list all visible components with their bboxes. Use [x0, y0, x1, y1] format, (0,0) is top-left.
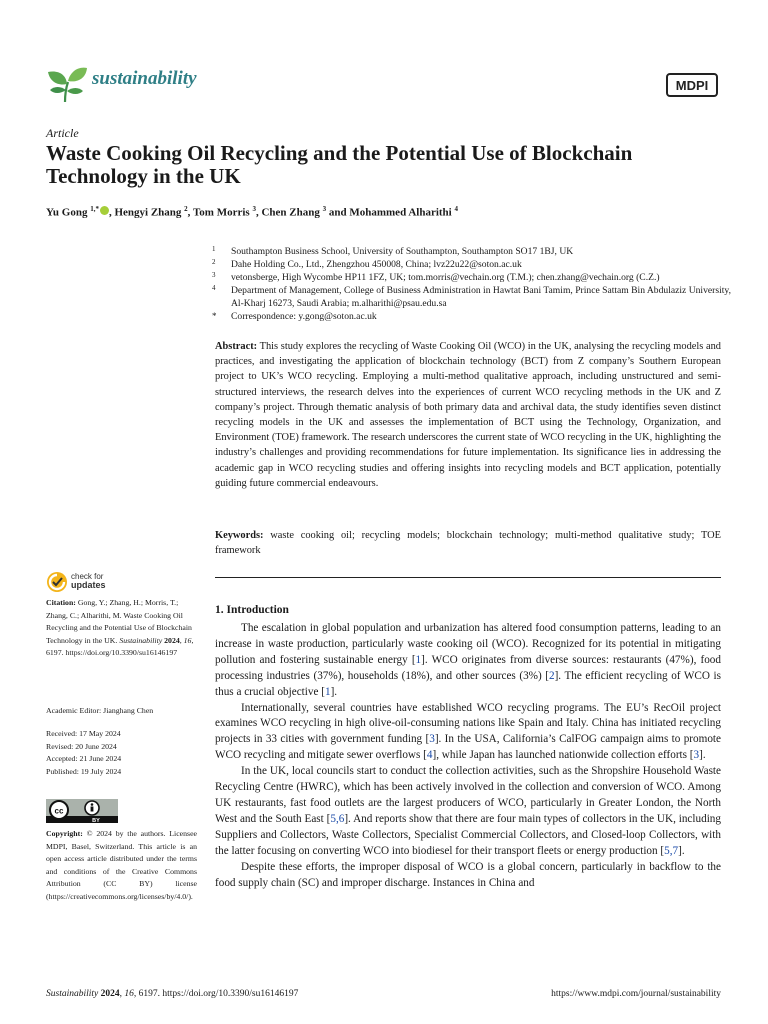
affiliation-item — [212, 245, 732, 258]
journal-logo — [46, 64, 88, 104]
keywords-text: waste cooking oil; recycling models; blockchain technology; multi-method qualitative study; TOE framework — [215, 530, 721, 557]
footer-citation: Sustainability 2024, 16, 6197. https://doi.org/10.3390/su16146197 — [46, 989, 299, 999]
body-text-segment: The escalation in global population and urbanization has altered food consumption patterns, leading to an increase in waste production, particularly waste cooking oil (WCO). Recognized for its potential in mitigating pollution and fostering sustainable energy [ — [215, 622, 721, 666]
author-list: Yu Gong $^{1,*}$ , Hengyi Zhang $^2$, Tom Morris $^3$, Chen Zhang $^3$ and Mohammed Alharithi $^4$ — [46, 205, 458, 219]
affiliation-number: 2 — [212, 258, 216, 266]
academic-editor: Academic Editor: Jianghang Chen — [46, 706, 154, 715]
body-text-segment: Despite these efforts, the improper disposal of WCO is a global concern, particularly in backflow to the food supply chain (SC) and improper discharge. Instances in China and — [215, 860, 721, 889]
orcid-icon[interactable] — [100, 206, 109, 215]
footer-doi[interactable]: , 6197. https://doi.org/10.3390/su16146197 — [133, 989, 299, 999]
correspondence — [212, 310, 732, 323]
footer-year: 2024 — [100, 989, 120, 999]
date-accepted: Accepted: 21 June 2024 — [46, 754, 122, 763]
author-name[interactable]: Mohammed Alharithi — [349, 206, 452, 219]
correspondence-text[interactable]: Correspondence: y.gong@soton.ac.uk — [231, 311, 377, 322]
article-type: Article — [46, 126, 79, 140]
body-text-segment: ]. — [330, 685, 338, 698]
body-paragraph — [215, 621, 721, 701]
section-heading: 1. Introduction — [215, 604, 289, 616]
affiliation-text: Department of Management, College of Business Administration in Hawtat Bani Tamim, Prince Sattam Bin Abdulaziz University, Al-Kharj 16273, Saudi Arabia; m.alharithi@psau.edu.sa — [231, 285, 731, 309]
article-title: Waste Cooking Oil Recycling and the Potential Use of Blockchain Technology in the UK — [46, 141, 633, 188]
cc-by-label: BY — [92, 818, 100, 823]
body-text-segment: ]. And reports show that there are four main types of collectors in the UK, including Suppliers and Collectors, Waste Collectors, Specialist Commercial Collectors, and Closed-loop Collectors, with the latter focusing on converting WCO into biodiesel for their transport fleets or energy production [ — [215, 812, 721, 857]
citation-link[interactable]: 1 — [415, 653, 422, 666]
check-for-updates-line2: updates — [71, 580, 106, 590]
footer-journal: Sustainability — [46, 989, 99, 999]
citation-link[interactable]: 4 — [426, 749, 433, 762]
body-paragraph — [215, 860, 721, 892]
author-affiliation: 3 — [322, 205, 327, 213]
sprout-icon — [46, 64, 88, 104]
body-text-segment: Internationally, several countries have established WCO recycling programs. The EU’s RecOil project examines WCO recycling in high olive-oil-consuming nations like Spain and Italy. China has initiated recycling projects in 33 cities with government funding [ — [215, 701, 721, 746]
footer-volume: 16 — [124, 989, 134, 999]
author-name[interactable]: Yu Gong — [46, 206, 88, 219]
citation-block: Citation: Gong, Y.; Zhang, H.; Morris, T.; Zhang, C.; Alharithi, M. Waste Cooking Oil Recycling and the Potential Use of Blockchain Technology in the UK. Sustainability 2024, 16, 6197. https://doi.org/10.3390/su16146197 — [46, 598, 194, 657]
citation-link[interactable]: 5,6 — [330, 812, 345, 825]
author-affiliation: 3 — [252, 205, 256, 213]
check-for-updates-icon — [46, 571, 68, 593]
publisher-logo[interactable] — [666, 73, 718, 97]
author-affiliation: 4 — [454, 205, 458, 213]
abstract — [215, 339, 721, 491]
affiliations — [212, 245, 732, 323]
keywords-label: Keywords: — [215, 530, 264, 541]
body-text-segment: In the UK, local councils start to conduct the collection activities, such as the Shropshire Household Waste Recycling Centre (HWRC), which has been actively involved in the collection and conversion of WCO. Among UK restaurants, fast food outlets are the largest producers of WCO, particularly in Greater London, the North West and the South East [ — [215, 765, 721, 825]
affiliation-number: 1 — [212, 245, 216, 253]
citation-journal: Sustainability — [119, 635, 163, 645]
body-text-segment: ]. The efficient recycling of WCO is thus a crucial objective [ — [215, 669, 721, 698]
citation-link[interactable]: 2 — [548, 669, 555, 682]
copyright-label: Copyright: — [46, 829, 83, 838]
abstract-label: Abstract: — [215, 341, 258, 352]
citation-label: Citation: — [46, 598, 76, 607]
affiliation-text: Southampton Business School, University of Southampton, Southampton SO17 1BJ, UK — [231, 246, 574, 257]
check-for-updates-line1: check for — [71, 572, 104, 581]
citation-year: 2024 — [164, 635, 180, 645]
footer-url[interactable]: https://www.mdpi.com/journal/sustainability — [551, 989, 721, 999]
body-text-segment: ]. In the USA, California’s CalFOG campaign aims to promote WCO recycling and mitigate sewer overflows [ — [215, 733, 721, 762]
date-revised: Revised: 20 June 2024 — [46, 741, 117, 751]
body-paragraph — [215, 701, 721, 765]
citation-link[interactable]: 1 — [324, 685, 331, 698]
citation-doi[interactable]: , 6197. https://doi.org/10.3390/su16146197 — [46, 635, 194, 657]
date-received: Received: 17 May 2024 — [46, 729, 121, 738]
keywords — [215, 528, 721, 558]
citation-link[interactable]: 3 — [429, 733, 435, 746]
copyright-text: © 2024 by the authors. Licensee MDPI, Basel, Switzerland. This article is an open access article distributed under the terms and conditions of the Creative Commons Attribution (CC BY) license (https://creativecommons.org/licenses/by/4.0/). — [46, 829, 197, 901]
body-text-segment: ], while Japan has launched nationwide collection efforts [ — [432, 749, 694, 762]
affiliation-text: vetonsberge, High Wycombe HP11 1FZ, UK; tom.morris@vechain.org (T.M.); chen.zhang@vechain.org (C.Z.) — [231, 272, 660, 283]
affiliation-item — [212, 271, 732, 284]
body-text-segment: ]. — [699, 749, 706, 762]
body-paragraph — [215, 764, 721, 859]
author-name[interactable]: Chen Zhang — [261, 206, 320, 219]
correspondence-mark: * — [212, 311, 217, 321]
author-affiliation: 1,* — [90, 205, 99, 213]
citation-link[interactable]: 5,7 — [664, 844, 679, 857]
affiliation-item — [212, 284, 732, 310]
body-text-segment: ]. — [678, 844, 685, 857]
affiliation-text: Dahe Holding Co., Ltd., Zhengzhou 450008, China; lvz22u22@soton.ac.uk — [231, 259, 522, 270]
affiliation-number: 4 — [212, 284, 216, 292]
abstract-text: This study explores the recycling of Waste Cooking Oil (WCO) in the UK, analysing the recycling models and practices, and investigating the application of blockchain technology (BCT) from Z company’s Southern European project to UK’s WCO recycling. Employing a multi-method qualitative approach, including unstructured and semi-structured interviews, the research delves into the experiences of current WCO recycling methods in the UK and Z company’s project. Through thematic analysis of both primary data and archival data, the study identifies seven distinct recycling models in the UK and assesses the implementation of BCT using the Technology, Organization, and Environment (TOE) framework. The research underscores the current state of WCO recycling in the UK, highlighting the industry’s challenges and providing recommendations for future implementation. Its significance lies in addressing the academic gap in WCO recycling studies and offering insights into recycling models and BCT application, potentially guiding future commercial endeavours. — [215, 341, 721, 489]
affiliation-number: 3 — [212, 271, 216, 279]
citation-volume: 16 — [183, 635, 192, 645]
date-published: Published: 19 July 2024 — [46, 766, 122, 776]
copyright-block — [46, 828, 197, 903]
affiliation-item — [212, 258, 732, 271]
svg-text:cc: cc — [54, 806, 64, 816]
introduction-body — [215, 621, 721, 891]
citation-text: Gong, Y.; Zhang, H.; Morris, T.; Zhang, C.; Alharithi, M. Waste Cooking Oil Recycling and the Potential Use of Blockchain Technology in the UK. — [46, 598, 192, 645]
journal-name[interactable]: sustainability — [92, 68, 197, 89]
author-name[interactable]: Tom Morris — [192, 206, 250, 219]
section-divider — [215, 577, 721, 578]
publication-dates — [46, 728, 201, 778]
body-text-segment: ]. WCO originates from diverse sources: restaurants (47%), food processing industries (37%), households (18%), and other sources (3%) [ — [215, 653, 721, 682]
author-name[interactable]: Hengyi Zhang — [114, 206, 182, 219]
publisher-name: MDPI — [675, 78, 709, 93]
author-affiliation: 2 — [184, 205, 188, 213]
check-for-updates-badge[interactable] — [46, 571, 136, 593]
cc-license-badge[interactable] — [46, 799, 118, 823]
citation-link[interactable]: 3 — [693, 749, 700, 762]
